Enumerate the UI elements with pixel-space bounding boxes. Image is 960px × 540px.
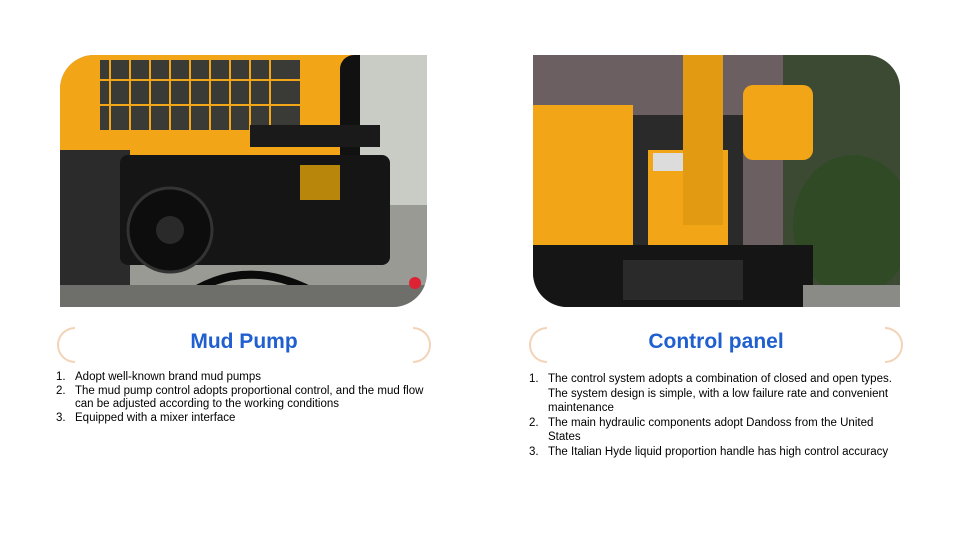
list-item	[529, 445, 899, 460]
list-text: The control system adopts a combination of closed and open types. The system design is simple, with a low failure rate and convenient maintenance	[548, 373, 892, 414]
list-text: Equipped with a mixer interface	[75, 411, 236, 424]
control-panel-feature-list	[529, 372, 899, 459]
list-number: 3.	[529, 445, 539, 458]
control-panel-title: Control panel	[648, 330, 784, 353]
list-item	[56, 371, 436, 385]
list-text: The main hydraulic components adopt Dandoss from the United States	[548, 416, 874, 443]
control-panel-photo	[533, 55, 900, 307]
list-number: 1.	[529, 373, 539, 385]
list-number: 1.	[56, 371, 66, 383]
list-number: 3.	[56, 411, 66, 424]
list-item	[529, 416, 899, 445]
list-text: Adopt well-known brand mud pumps	[75, 371, 262, 383]
list-number: 2.	[529, 416, 539, 429]
mud-pump-feature-list	[56, 371, 436, 425]
list-text: The mud pump control adopts proportional control, and the mud flow can be adjusted according to the working conditions	[75, 384, 424, 410]
control-panel-title-bar	[529, 327, 903, 361]
mud-pump-photo	[60, 55, 427, 307]
list-item	[56, 385, 436, 412]
mud-pump-title: Mud Pump	[190, 330, 298, 353]
list-item	[56, 412, 436, 426]
list-text: The Italian Hyde liquid proportion handle has high control accuracy	[548, 445, 889, 458]
mud-pump-title-bar	[57, 327, 431, 361]
list-item	[529, 372, 899, 416]
list-number: 2.	[56, 384, 66, 397]
